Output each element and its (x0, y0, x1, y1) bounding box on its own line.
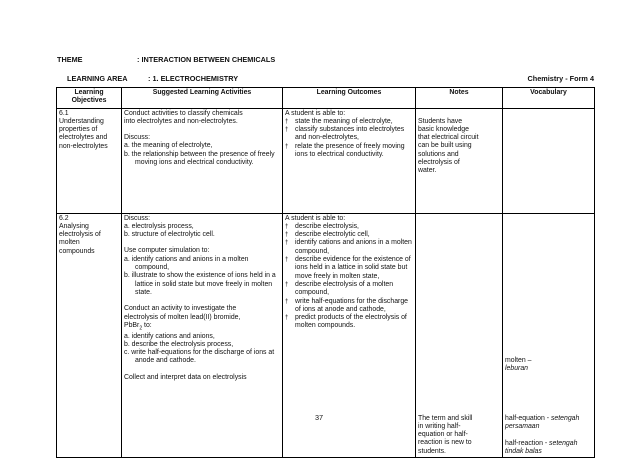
formula-main: PbBr (124, 321, 140, 329)
note-line: electrolysis of (418, 159, 460, 167)
note-line: in writing half- (418, 422, 461, 430)
table-row (57, 108, 595, 213)
learning-area-label: LEARNING AREA (67, 74, 128, 83)
vocab-entry (505, 440, 592, 448)
note-line: can be built using (418, 142, 472, 150)
table-header-row (57, 88, 595, 109)
vocab-translation: setengah (549, 439, 578, 447)
page-number: 37 (314, 413, 324, 422)
outcome-item: † describe electrolysis of a molten compound, (285, 281, 413, 298)
note-line: The term and skill (418, 414, 473, 422)
activity-text: Discuss: (124, 134, 151, 142)
outcome-item: † describe electrolysis, (285, 223, 413, 231)
activity-text: Collect and interpret data on electrolysis (124, 373, 247, 381)
objective-line: Understanding (59, 117, 104, 125)
subject-form: Chemistry - Form 4 (527, 74, 594, 83)
outcome-item: † classify substances into electrolytes and non-electrolytes, (285, 126, 413, 143)
activity-item: b. structure of electrolytic cell. (124, 231, 215, 239)
objective-cell (57, 108, 122, 213)
column-header-activities: Suggested Learning Activities (122, 88, 283, 109)
theme-label: THEME (57, 55, 83, 64)
vocab-translation: leburan (505, 364, 528, 372)
activity-item: a. identify cations and anions in a molten compound, (124, 255, 249, 272)
note-line: Students have (418, 117, 463, 125)
outcome-item: † write half-equations for the discharge of ions at anode and cathode, (285, 298, 413, 315)
activity-text: Conduct an activity to investigate the (124, 305, 237, 313)
theme-value: : INTERACTION BETWEEN CHEMICALS (137, 55, 276, 64)
outcomes-cell (283, 108, 416, 213)
activities-cell (122, 108, 283, 213)
objective-line: 6.1 (59, 109, 69, 117)
column-header-outcomes: Learning Outcomes (283, 88, 416, 109)
column-header-objectives: Learning Objectives (57, 88, 122, 109)
note-line: students. (418, 447, 446, 455)
activity-item: b. illustrate to show the existence of ions held in a lattice in solid state but move freely in molten state. (124, 272, 276, 296)
activity-text: electrolysis of molten lead(II) bromide, (124, 313, 241, 321)
vocab-term: molten – (505, 356, 532, 364)
objective-line: electrolytes and (59, 134, 108, 142)
objective-line: properties of (59, 126, 98, 134)
vocab-translation: setengah (550, 415, 580, 423)
outcome-item: † relate the presence of freely moving ions to electrical conductivity. (285, 143, 413, 160)
activity-item: a. electrolysis process, (124, 222, 194, 230)
outcome-item: † describe electrolytic cell, (285, 231, 413, 239)
learning-area-value: : 1. ELECTROCHEMISTRY (148, 74, 239, 83)
activity-text: into electrolytes and non-electrolytes. (124, 117, 238, 125)
note-line: basic knowledge (418, 125, 469, 133)
outcome-item: † predict products of the electrolysis of molten compounds. (285, 314, 413, 331)
activity-item: b. describe the electrolysis process, (124, 340, 234, 348)
curriculum-table (56, 87, 595, 458)
objective-line: electrolysis of (59, 231, 101, 239)
objective-line: compounds (59, 247, 95, 255)
vocab-translation: persamaan (505, 423, 540, 431)
activity-text: Use computer simulation to: (124, 247, 210, 255)
note-line: that electrical circuit (418, 134, 479, 142)
objective-line: Analysing (59, 222, 89, 230)
outcome-item: † state the meaning of electrolyte, (285, 118, 413, 126)
vocab-term: half-equation - (505, 415, 551, 423)
formula-subscript: 2 (139, 325, 143, 332)
activity-text: Discuss: (124, 214, 151, 222)
outcome-intro: A student is able to: (285, 109, 346, 117)
activity-item: b. the relationship between the presence of freely moving ions and electrical conductivity. (124, 150, 275, 167)
activity-item: a. identify cations and anions, (124, 332, 215, 340)
vocabulary-cell (503, 108, 595, 213)
objective-line: 6.2 (59, 214, 69, 222)
activity-item: c. write half-equations for the discharge of ions at anode and cathode. (124, 349, 275, 365)
outcome-item: † describe evidence for the existence of ions held in a lattice in solid state but move freely in molten state, (285, 256, 413, 281)
column-header-notes: Notes (416, 88, 503, 109)
vocab-term: half-reaction - (505, 439, 550, 447)
outcome-intro: A student is able to: (285, 214, 346, 222)
formula-line (124, 322, 280, 333)
note-line: reaction is new to (418, 439, 472, 447)
activity-item: a. the meaning of electrolyte, (124, 142, 213, 150)
notes-cell (416, 108, 503, 213)
outcome-item: † identify cations and anions in a molten compound, (285, 239, 413, 256)
note-line: solutions and (418, 150, 459, 158)
column-header-vocabulary: Vocabulary (503, 88, 595, 109)
formula-tail: to: (142, 321, 152, 329)
note-line: water. (418, 167, 437, 175)
note-line: equation or half- (418, 431, 468, 439)
vocab-translation: tindak balas (505, 448, 542, 456)
activity-text: Conduct activities to classify chemicals (124, 109, 243, 117)
objective-line: molten (59, 239, 80, 247)
objective-line: non-electrolytes (59, 142, 108, 150)
